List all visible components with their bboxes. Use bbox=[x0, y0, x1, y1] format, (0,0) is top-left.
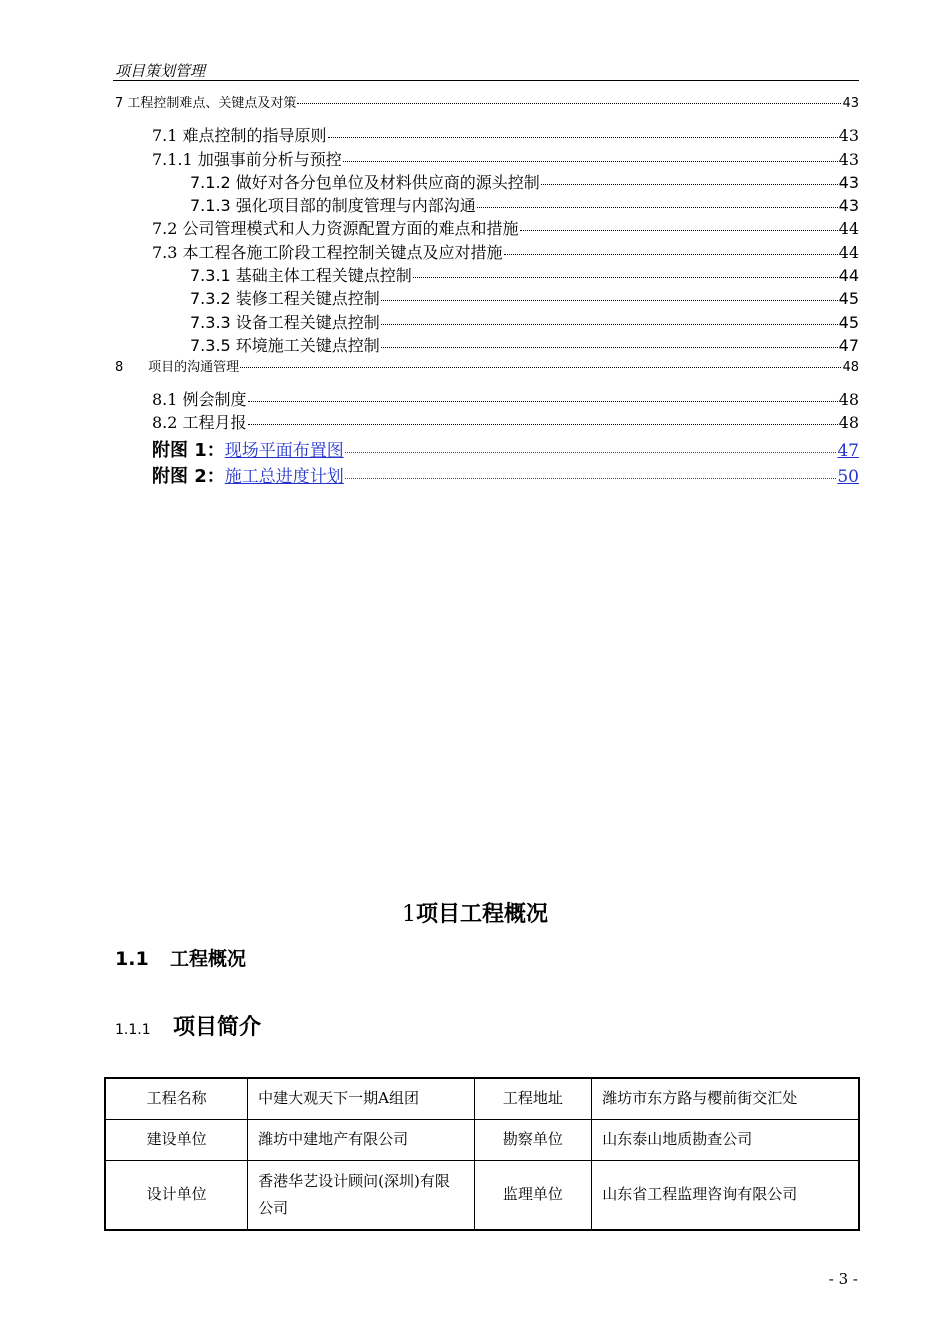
toc-entry-title: 7.3.2 装修工程关键点控制 bbox=[190, 289, 380, 308]
toc-leader bbox=[381, 300, 838, 301]
toc-entry-page: 45 bbox=[838, 289, 859, 308]
attachment-label: 附图 1： bbox=[152, 440, 225, 461]
table-row bbox=[105, 1119, 859, 1160]
toc-entry-page: 44 bbox=[838, 266, 859, 285]
toc-entry-page: 44 bbox=[838, 219, 859, 238]
attachment-page-link[interactable]: 50 bbox=[837, 467, 859, 487]
toc-entry-title: 7.1.3 强化项目部的制度管理与内部沟通 bbox=[190, 196, 476, 215]
page-number: - 3 - bbox=[828, 1270, 858, 1288]
toc-leader bbox=[248, 401, 838, 402]
toc-entry[interactable] bbox=[115, 92, 859, 114]
attachment-label: 附图 2： bbox=[152, 466, 225, 487]
toc-entry-title: 7.3 本工程各施工阶段工程控制关键点及应对措施 bbox=[152, 243, 503, 262]
table-cell-value: 潍坊中建地产有限公司 bbox=[248, 1119, 474, 1160]
toc-leader bbox=[504, 254, 838, 255]
table-cell-label: 设计单位 bbox=[105, 1160, 248, 1230]
toc-entry-page: 43 bbox=[838, 150, 859, 169]
toc-entry-title: 7.3.1 基础主体工程关键点控制 bbox=[190, 266, 412, 285]
toc-leader bbox=[381, 347, 838, 348]
toc-entry[interactable] bbox=[190, 263, 859, 285]
toc-entry[interactable] bbox=[152, 216, 859, 238]
toc-entry[interactable] bbox=[190, 310, 859, 332]
toc-entry-title: 8 项目的沟通管理 bbox=[115, 360, 240, 375]
table-cell-value: 潍坊市东方路与樱前街交汇处 bbox=[592, 1078, 859, 1119]
toc-leader bbox=[328, 137, 838, 138]
table-cell-label: 监理单位 bbox=[474, 1160, 592, 1230]
toc-entry[interactable] bbox=[152, 123, 859, 145]
toc-entry[interactable] bbox=[152, 387, 859, 409]
attachment-title-link[interactable]: 施工总进度计划 bbox=[224, 467, 344, 487]
toc-entry-page: 48 bbox=[838, 413, 859, 432]
chapter-number: 1 bbox=[401, 902, 416, 927]
chapter-title: 项目工程概况 bbox=[415, 902, 548, 927]
toc-entry[interactable] bbox=[152, 147, 859, 169]
table-cell-value: 香港华艺设计顾问(深圳)有限公司 bbox=[248, 1160, 474, 1230]
attachment-page-link[interactable]: 47 bbox=[837, 441, 859, 461]
section-heading bbox=[115, 944, 246, 971]
toc-entry[interactable] bbox=[152, 410, 859, 432]
subsection-number: 1.1.1 bbox=[115, 1022, 151, 1038]
toc-entry-page: 43 bbox=[842, 96, 859, 111]
toc-entry-title: 7.3.5 环境施工关键点控制 bbox=[190, 336, 380, 355]
toc-entry[interactable] bbox=[190, 333, 859, 355]
toc-leader bbox=[345, 452, 837, 453]
table-cell-label: 工程名称 bbox=[105, 1078, 248, 1119]
toc-leader bbox=[541, 184, 838, 185]
toc-entry-title: 7.3.3 设备工程关键点控制 bbox=[190, 313, 380, 332]
table-cell-value: 山东泰山地质勘查公司 bbox=[592, 1119, 859, 1160]
toc-leader bbox=[520, 230, 838, 231]
toc-entry-page: 45 bbox=[838, 313, 859, 332]
table-row bbox=[105, 1078, 859, 1119]
toc-entry-page: 48 bbox=[842, 360, 859, 375]
toc-entry-title: 7 工程控制难点、关键点及对策 bbox=[115, 96, 297, 111]
toc-entry-title: 7.2 公司管理模式和人力资源配置方面的难点和措施 bbox=[152, 219, 519, 238]
running-header: 项目策划管理 bbox=[115, 62, 206, 80]
toc-entry-page: 47 bbox=[838, 336, 859, 355]
toc-entry[interactable] bbox=[115, 356, 859, 378]
toc-entry-page: 43 bbox=[838, 196, 859, 215]
table-cell-label: 勘察单位 bbox=[474, 1119, 592, 1160]
toc-entry-title: 7.1 难点控制的指导原则 bbox=[152, 126, 327, 145]
toc-entry-title: 8.2 工程月报 bbox=[152, 413, 247, 432]
toc-entry[interactable] bbox=[152, 240, 859, 262]
toc-entry-title: 7.1.1 加强事前分析与预控 bbox=[152, 150, 342, 169]
toc-leader bbox=[381, 324, 838, 325]
table-cell-value: 山东省工程监理咨询有限公司 bbox=[592, 1160, 859, 1230]
toc-leader bbox=[413, 277, 838, 278]
toc-leader bbox=[297, 103, 841, 104]
header-rule bbox=[113, 80, 859, 81]
toc-entry-page: 43 bbox=[838, 126, 859, 145]
table-row bbox=[105, 1160, 859, 1230]
subsection-heading bbox=[115, 1010, 261, 1041]
subsection-title: 项目简介 bbox=[173, 1015, 262, 1040]
toc-leader bbox=[477, 207, 838, 208]
toc-entry[interactable] bbox=[190, 170, 859, 192]
toc-entry-page: 44 bbox=[838, 243, 859, 262]
attachment-link[interactable] bbox=[152, 462, 859, 488]
toc-entry[interactable] bbox=[190, 193, 859, 215]
attachment-title-link[interactable]: 现场平面布置图 bbox=[224, 441, 344, 461]
toc-entry-title: 8.1 例会制度 bbox=[152, 390, 247, 409]
toc-leader bbox=[248, 424, 838, 425]
table-cell-label: 建设单位 bbox=[105, 1119, 248, 1160]
project-info-table bbox=[104, 1077, 860, 1231]
section-title: 工程概况 bbox=[170, 948, 247, 970]
chapter-heading bbox=[0, 897, 950, 928]
table-cell-label: 工程地址 bbox=[474, 1078, 592, 1119]
toc-leader bbox=[345, 478, 837, 479]
toc-entry[interactable] bbox=[190, 286, 859, 308]
table-cell-value: 中建大观天下一期A组团 bbox=[248, 1078, 474, 1119]
toc-entry-title: 7.1.2 做好对各分包单位及材料供应商的源头控制 bbox=[190, 173, 540, 192]
toc-leader bbox=[240, 367, 841, 368]
attachment-link[interactable] bbox=[152, 436, 859, 462]
toc-entry-page: 43 bbox=[838, 173, 859, 192]
toc-entry-page: 48 bbox=[838, 390, 859, 409]
section-number: 1.1 bbox=[115, 948, 149, 970]
toc-leader bbox=[343, 161, 838, 162]
